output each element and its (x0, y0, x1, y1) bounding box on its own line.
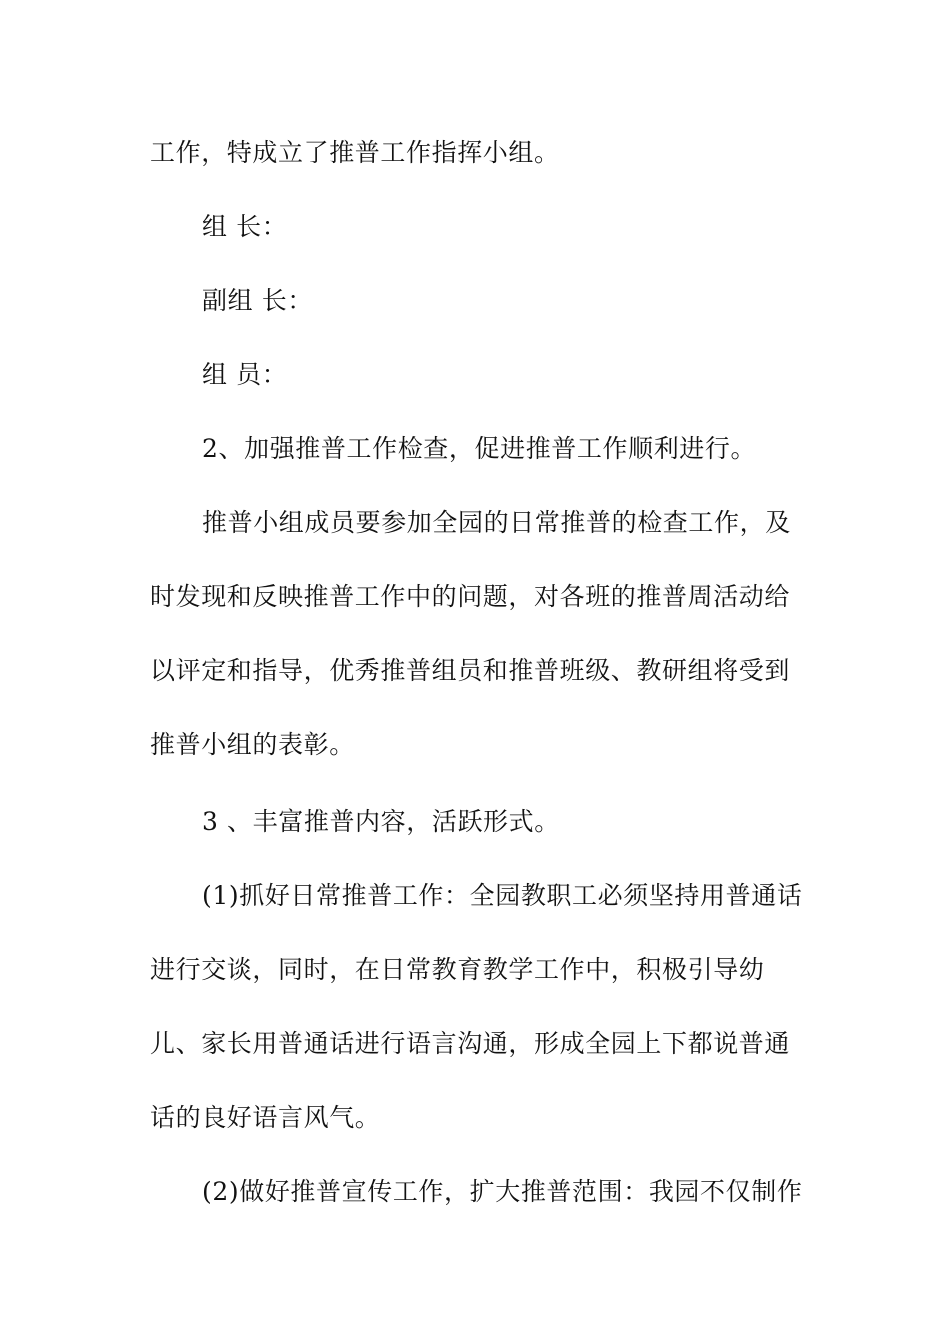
text-line-group-leader: 组 长： (202, 212, 288, 241)
text-line: 以评定和指导，优秀推普组员和推普班级、教研组将受到 (150, 656, 791, 685)
text-line: (1)抓好日常推普工作：全园教职工必须坚持用普通话 (202, 881, 803, 910)
text-line-deputy-leader: 副组 长： (202, 286, 313, 315)
section-heading-3: 3 、丰富推普内容，活跃形式。 (202, 807, 560, 836)
text-line: 工作，特成立了推普工作指挥小组。 (150, 138, 560, 167)
section-heading-2: 2、加强推普工作检查，促进推普工作顺利进行。 (202, 434, 757, 463)
text-line: 话的良好语言风气。 (150, 1103, 381, 1132)
text-line: 推普小组成员要参加全园的日常推普的检查工作，及 (202, 508, 791, 537)
text-line: (2)做好推普宣传工作，扩大推普范围：我园不仅制作 (202, 1177, 803, 1206)
text-line: 儿、家长用普通话进行语言沟通，形成全园上下都说普通 (150, 1029, 791, 1058)
text-line-members: 组 员： (202, 360, 288, 389)
text-line: 进行交谈，同时，在日常教育教学工作中，积极引导幼 (150, 955, 765, 984)
text-line: 时发现和反映推普工作中的问题，对各班的推普周活动给 (150, 582, 791, 611)
text-line: 推普小组的表彰。 (150, 730, 355, 759)
